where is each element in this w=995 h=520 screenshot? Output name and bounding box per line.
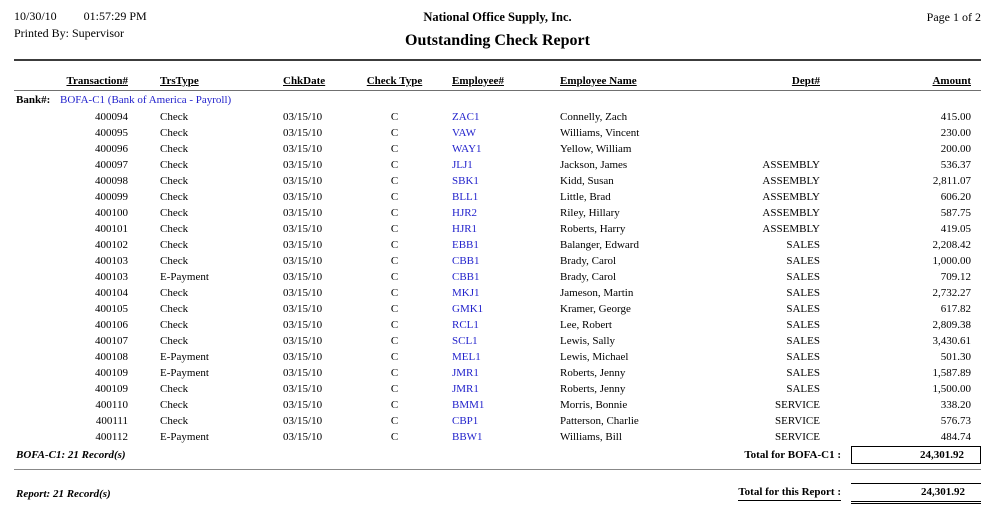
transaction-cell: 400103 (95, 271, 128, 283)
table-row (14, 173, 981, 189)
employee-name-cell: Lee, Robert (560, 319, 612, 331)
employee-name-cell: Riley, Hillary (560, 207, 620, 219)
bank-link[interactable]: BOFA-C1 (Bank of America - Payroll) (60, 94, 232, 106)
transaction-cell: 400112 (95, 431, 128, 443)
dept-cell: ASSEMBLY (762, 159, 820, 171)
transaction-cell: 400109 (95, 383, 128, 395)
amount-cell: 2,732.27 (932, 287, 971, 299)
employee-code-link[interactable]: SCL1 (452, 335, 478, 347)
employee-code-link[interactable]: HJR2 (452, 207, 478, 219)
chkdate-cell: 03/15/10 (283, 127, 323, 139)
employee-code-link[interactable]: HJR1 (452, 223, 478, 235)
checktype-cell: C (390, 303, 399, 315)
transaction-cell: 400107 (95, 335, 128, 347)
employee-code-link[interactable]: BBW1 (452, 431, 483, 443)
employee-name-cell: Brady, Carol (560, 271, 617, 283)
trstype-cell: Check (160, 335, 189, 347)
bank-total-line (14, 446, 981, 464)
trstype-cell: E-Payment (160, 431, 209, 443)
checktype-cell: C (390, 239, 399, 251)
chkdate-cell: 03/15/10 (283, 159, 323, 171)
table-row (14, 365, 981, 381)
trstype-cell: Check (160, 415, 189, 427)
employee-name-cell: Roberts, Jenny (560, 367, 626, 379)
table-row (14, 269, 981, 285)
report-total-label: Total for this Report : (738, 486, 841, 501)
chkdate-cell: 03/15/10 (283, 303, 323, 315)
report-table-body (14, 91, 981, 446)
bank-group-row (14, 91, 981, 110)
trstype-cell: Check (160, 319, 189, 331)
employee-code-link[interactable]: WAY1 (452, 143, 482, 155)
checktype-cell: C (390, 223, 399, 235)
bank-label: Bank#: (16, 94, 51, 106)
table-row (14, 237, 981, 253)
trstype-cell: Check (160, 143, 189, 155)
report-table (14, 61, 981, 445)
amount-cell: 1,587.89 (932, 367, 971, 379)
dept-cell: SALES (786, 255, 820, 267)
dept-cell: SALES (786, 351, 820, 363)
amount-cell: 606.20 (940, 191, 971, 203)
employee-code-link[interactable]: JLJ1 (452, 159, 473, 171)
chkdate-cell: 03/15/10 (283, 143, 323, 155)
company-name: National Office Supply, Inc. (423, 10, 572, 24)
employee-name-cell: Jackson, James (560, 159, 628, 171)
employee-code-link[interactable]: CBP1 (452, 415, 479, 427)
employee-code-link[interactable]: ZAC1 (452, 111, 480, 123)
chkdate-cell: 03/15/10 (283, 191, 323, 203)
transaction-cell: 400095 (95, 127, 128, 139)
amount-cell: 200.00 (940, 143, 971, 155)
employee-name-cell: Kramer, George (560, 303, 631, 315)
table-row (14, 221, 981, 237)
col-header-trstype: TrsType (132, 61, 262, 91)
employee-name-cell: Brady, Carol (560, 255, 617, 267)
dept-cell: ASSEMBLY (762, 207, 820, 219)
transaction-cell: 400108 (95, 351, 128, 363)
report-record-count: Report: 21 Record(s) (16, 487, 111, 500)
trstype-cell: E-Payment (160, 271, 209, 283)
dept-cell: SALES (786, 303, 820, 315)
dept-cell: ASSEMBLY (762, 191, 820, 203)
checktype-cell: C (390, 159, 399, 171)
employee-name-cell: Lewis, Sally (560, 335, 615, 347)
table-row (14, 157, 981, 173)
employee-code-link[interactable]: CBB1 (452, 271, 480, 283)
table-row (14, 125, 981, 141)
checktype-cell: C (390, 335, 399, 347)
report-header (14, 8, 981, 50)
footer-rule (14, 469, 981, 470)
print-datetime (14, 8, 249, 25)
employee-code-link[interactable]: BMM1 (452, 399, 485, 411)
trstype-cell: Check (160, 255, 189, 267)
employee-code-link[interactable]: EBB1 (452, 239, 479, 251)
transaction-cell: 400106 (95, 319, 128, 331)
table-row (14, 349, 981, 365)
employee-name-cell: Lewis, Michael (560, 351, 629, 363)
col-header-amount: Amount (822, 61, 981, 91)
employee-code-link[interactable]: CBB1 (452, 255, 480, 267)
chkdate-cell: 03/15/10 (283, 415, 323, 427)
checktype-cell: C (390, 399, 399, 411)
column-header-row (14, 61, 981, 91)
transaction-cell: 400096 (95, 143, 128, 155)
table-row (14, 397, 981, 413)
trstype-cell: Check (160, 191, 189, 203)
checktype-cell: C (390, 287, 399, 299)
employee-name-cell: Morris, Bonnie (560, 399, 628, 411)
dept-cell: SALES (786, 319, 820, 331)
employee-name-cell: Williams, Vincent (560, 127, 640, 139)
chkdate-cell: 03/15/10 (283, 335, 323, 347)
amount-cell: 1,000.00 (932, 255, 971, 267)
dept-cell (737, 141, 822, 157)
checktype-cell: C (390, 207, 399, 219)
chkdate-cell: 03/15/10 (283, 239, 323, 251)
transaction-cell: 400104 (95, 287, 128, 299)
transaction-cell: 400097 (95, 159, 128, 171)
employee-name-cell: Kidd, Susan (560, 175, 614, 187)
amount-cell: 617.82 (940, 303, 971, 315)
chkdate-cell: 03/15/10 (283, 111, 323, 123)
transaction-cell: 400105 (95, 303, 128, 315)
chkdate-cell: 03/15/10 (283, 255, 323, 267)
chkdate-cell: 03/15/10 (283, 399, 323, 411)
trstype-cell: Check (160, 175, 189, 187)
transaction-cell: 400094 (95, 111, 128, 123)
col-header-transaction: Transaction# (14, 61, 132, 91)
table-row (14, 317, 981, 333)
amount-cell: 501.30 (940, 351, 971, 363)
employee-code-link[interactable]: JMR1 (452, 367, 479, 379)
employee-name-cell: Roberts, Harry (560, 223, 626, 235)
employee-name-cell: Williams, Bill (560, 431, 622, 443)
checktype-cell: C (390, 175, 399, 187)
checktype-cell: C (390, 255, 399, 267)
employee-code-link[interactable]: JMR1 (452, 383, 479, 395)
trstype-cell: Check (160, 239, 189, 251)
report-total-amount: 24,301.92 (851, 483, 981, 504)
checktype-cell: C (390, 319, 399, 331)
table-row (14, 205, 981, 221)
transaction-cell: 400099 (95, 191, 128, 203)
report-title: Outstanding Check Report (405, 32, 590, 49)
trstype-cell: Check (160, 399, 189, 411)
chkdate-cell: 03/15/10 (283, 351, 323, 363)
chkdate-cell: 03/15/10 (283, 175, 323, 187)
table-row (14, 333, 981, 349)
chkdate-cell: 03/15/10 (283, 383, 323, 395)
checktype-cell: C (390, 383, 399, 395)
table-row (14, 189, 981, 205)
trstype-cell: Check (160, 383, 189, 395)
table-row (14, 301, 981, 317)
col-header-employee-name: Employee Name (542, 61, 737, 91)
table-row (14, 109, 981, 125)
amount-cell: 536.37 (940, 159, 971, 171)
employee-name-cell: Balanger, Edward (560, 239, 639, 251)
trstype-cell: Check (160, 223, 189, 235)
employee-code-link[interactable]: GMK1 (452, 303, 484, 315)
bank-total-amount: 24,301.92 (851, 446, 981, 464)
checktype-cell: C (390, 415, 399, 427)
chkdate-cell: 03/15/10 (283, 287, 323, 299)
dept-cell: ASSEMBLY (762, 175, 820, 187)
chkdate-cell: 03/15/10 (283, 319, 323, 331)
amount-cell: 1,500.00 (932, 383, 971, 395)
employee-name-cell: Roberts, Jenny (560, 383, 626, 395)
dept-cell (737, 109, 822, 125)
checktype-cell: C (390, 143, 399, 155)
employee-code-link[interactable]: MEL1 (452, 351, 481, 363)
print-time: 01:57:29 PM (83, 9, 147, 23)
report-total-group (738, 483, 981, 504)
dept-cell (737, 125, 822, 141)
checktype-cell: C (390, 351, 399, 363)
col-header-chkdate: ChkDate (262, 61, 352, 91)
employee-name-cell: Little, Brad (560, 191, 611, 203)
trstype-cell: E-Payment (160, 367, 209, 379)
amount-cell: 415.00 (940, 111, 971, 123)
employee-code-link[interactable]: RCL1 (452, 319, 479, 331)
dept-cell: SALES (786, 335, 820, 347)
dept-cell: SALES (786, 383, 820, 395)
transaction-cell: 400103 (95, 255, 128, 267)
checktype-cell: C (390, 367, 399, 379)
col-header-dept: Dept# (737, 61, 822, 91)
table-row (14, 285, 981, 301)
page-number: Page 1 of 2 (926, 10, 981, 24)
amount-cell: 3,430.61 (932, 335, 971, 347)
dept-cell: SERVICE (775, 431, 820, 443)
employee-code-link[interactable]: BLL1 (452, 191, 479, 203)
employee-code-link[interactable]: MKJ1 (452, 287, 480, 299)
checktype-cell: C (390, 191, 399, 203)
bank-total-group (744, 446, 981, 464)
report-total-line (14, 483, 981, 504)
trstype-cell: E-Payment (160, 351, 209, 363)
transaction-cell: 400111 (95, 415, 128, 427)
chkdate-cell: 03/15/10 (283, 207, 323, 219)
bank-total-label: Total for BOFA-C1 : (744, 449, 841, 461)
checktype-cell: C (390, 127, 399, 139)
checktype-cell: C (390, 271, 399, 283)
transaction-cell: 400110 (95, 399, 128, 411)
amount-cell: 2,809.38 (932, 319, 971, 331)
amount-cell: 587.75 (940, 207, 971, 219)
amount-cell: 2,208.42 (932, 239, 971, 251)
checktype-cell: C (390, 431, 399, 443)
transaction-cell: 400109 (95, 367, 128, 379)
dept-cell: ASSEMBLY (762, 223, 820, 235)
header-center (249, 8, 746, 50)
checktype-cell: C (390, 111, 399, 123)
printed-by: Printed By: Supervisor (14, 26, 124, 40)
trstype-cell: Check (160, 303, 189, 315)
dept-cell: SALES (786, 271, 820, 283)
trstype-cell: Check (160, 159, 189, 171)
trstype-cell: Check (160, 127, 189, 139)
transaction-cell: 400098 (95, 175, 128, 187)
dept-cell: SERVICE (775, 399, 820, 411)
employee-name-cell: Connelly, Zach (560, 111, 628, 123)
chkdate-cell: 03/15/10 (283, 223, 323, 235)
employee-name-cell: Yellow, William (560, 143, 632, 155)
employee-code-link[interactable]: SBK1 (452, 175, 479, 187)
amount-cell: 2,811.07 (932, 175, 971, 187)
dept-cell: SALES (786, 367, 820, 379)
amount-cell: 576.73 (940, 415, 971, 427)
trstype-cell: Check (160, 287, 189, 299)
employee-name-cell: Patterson, Charlie (560, 415, 639, 427)
chkdate-cell: 03/15/10 (283, 271, 323, 283)
col-header-checktype: Check Type (352, 61, 437, 91)
amount-cell: 338.20 (940, 399, 971, 411)
transaction-cell: 400102 (95, 239, 128, 251)
dept-cell: SALES (786, 239, 820, 251)
trstype-cell: Check (160, 207, 189, 219)
chkdate-cell: 03/15/10 (283, 431, 323, 443)
employee-code-link[interactable]: VAW (452, 127, 476, 139)
transaction-cell: 400100 (95, 207, 128, 219)
header-left (14, 8, 249, 42)
amount-cell: 709.12 (940, 271, 971, 283)
bank-record-count: BOFA-C1: 21 Record(s) (16, 449, 126, 461)
dept-cell: SALES (786, 287, 820, 299)
table-row (14, 413, 981, 429)
print-date: 10/30/10 (14, 9, 57, 23)
employee-name-cell: Jameson, Martin (560, 287, 634, 299)
table-row (14, 141, 981, 157)
transaction-cell: 400101 (95, 223, 128, 235)
amount-cell: 230.00 (940, 127, 971, 139)
table-row (14, 429, 981, 445)
amount-cell: 484.74 (940, 431, 971, 443)
trstype-cell: Check (160, 111, 189, 123)
dept-cell: SERVICE (775, 415, 820, 427)
col-header-employee: Employee# (437, 61, 542, 91)
chkdate-cell: 03/15/10 (283, 367, 323, 379)
table-row (14, 253, 981, 269)
table-row (14, 381, 981, 397)
amount-cell: 419.05 (940, 223, 971, 235)
